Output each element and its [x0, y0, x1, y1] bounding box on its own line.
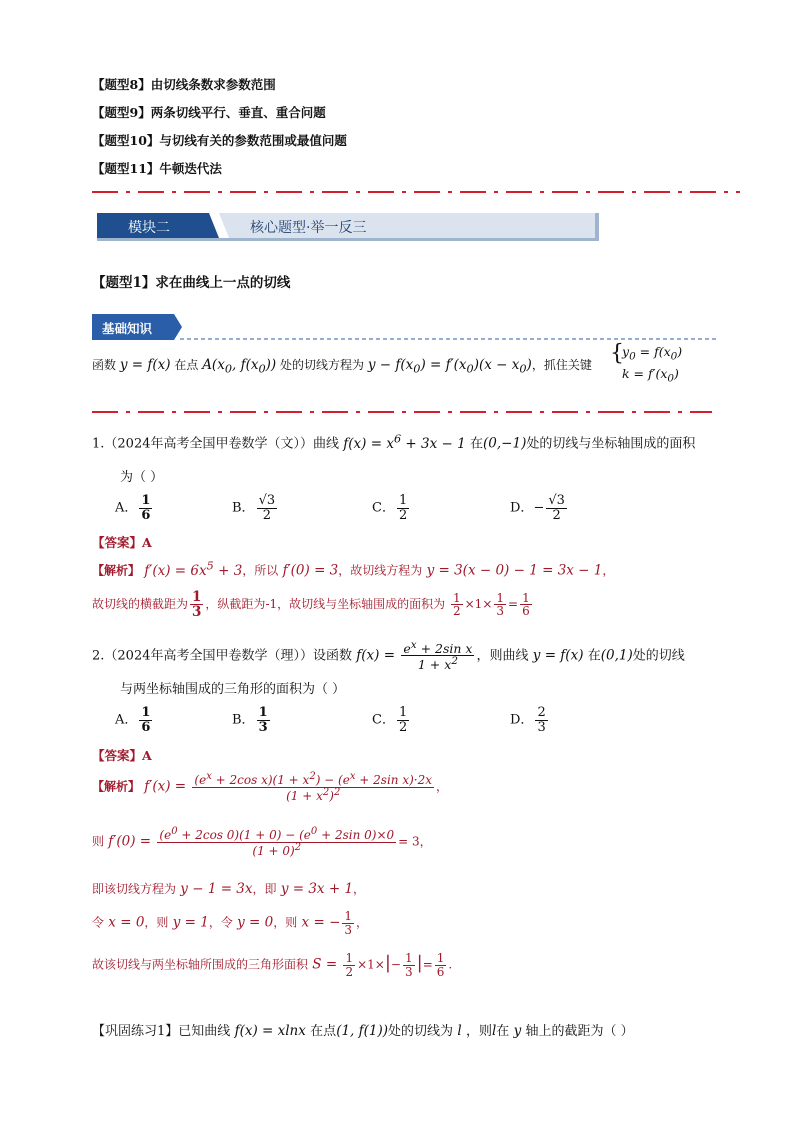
- q1-stem: 1.（2024年高考全国甲卷数学（文））曲线 $f(x) = x^6 + 3x - 1$ 在(0,−1)处的切线与坐标轴围成的面积: [92, 432, 696, 452]
- q1-explain-line1: 【解析】 $f'(x) = 6x^5 + 3$，所以 f′(0) = 3，故切线方程为 y = 3(x − 0) − 1 = 3x − 1，: [92, 559, 615, 579]
- q2-explain-line4: 令 x = 0，则 y = 1，令 y = 0，则 x = − $\frac{1}{3}$ ，: [92, 909, 369, 937]
- q1-option-b[interactable]: B． $\frac{√3}{2}$: [232, 493, 276, 523]
- q2-option-b[interactable]: B． $\frac{1}{3}$: [232, 705, 268, 735]
- q2-explain-line5: 故该切线与两坐标轴所围成的三角形面积 S = $\frac{1}{2}$ ×1×|− $\frac{1}{3}$ |= $\frac{1}{6}$ .: [92, 951, 453, 979]
- q2-stem: 2.（2024年高考全国甲卷数学（理））设函数 f(x) = $\frac{e^x + 2\sin x}{1 + x^2}$ ，则曲线 y = f(x) 在(0,1)处的切线: [92, 639, 685, 673]
- knowledge-dashed-line: [180, 338, 716, 340]
- banner-module-label: 模块二: [128, 220, 170, 236]
- q2-explain-line2: 则 f′(0) = $\frac{(e^0 + 2\cos 0)(1 + 0) - (e^0 + 2\sin 0)\times 0}{(1 + 0)^2}$ = 3，: [92, 826, 432, 858]
- q2-explain-line1: 【解析】 f′(x) = $\frac{(e^x + 2\cos x)(1 + x^2) - (e^x + 2\sin x)\cdot 2x}{(1 + x^2)^2}$ ，: [92, 771, 449, 803]
- divider-dashdot: [92, 189, 742, 195]
- key-eq-2: $k = f'(x_0)$: [622, 366, 679, 385]
- q2-answer: 【答案】A: [92, 748, 152, 763]
- toc-item-8: 【题型8】由切线条数求参数范围: [92, 77, 276, 92]
- q1-option-c[interactable]: C． $\frac{1}{2}$: [372, 493, 408, 523]
- brace-icon: {: [610, 341, 624, 366]
- q1-stem-line2: 为（ ）: [120, 470, 164, 485]
- q1-option-d[interactable]: D．− $\frac{√3}{2}$: [510, 493, 565, 523]
- q1-option-a[interactable]: A． $\frac{1}{6}$: [115, 493, 151, 523]
- q2-option-c[interactable]: C． $\frac{1}{2}$: [372, 705, 408, 735]
- toc-item-10: 【题型10】与切线有关的参数范围或最值问题: [92, 133, 347, 148]
- q2-explain-line3: 即该切线方程为 y − 1 = 3x，即 y = 3x + 1，: [92, 881, 366, 897]
- knowledge-tab-label: 基础知识: [102, 321, 153, 336]
- practice-1: 【巩固练习1】已知曲线 f(x) = xlnx 在点(1, f(1))处的切线为 l ，则l在 y 轴上的截距为（ ）: [92, 1023, 634, 1039]
- knowledge-text: 函数 y = f(x) 在点 $A(x_0$, $f(x_0)$) 处的切线方程为 $y - f(x_0) = f'(x_0)(x - x_0)$，抓住关键: [92, 357, 592, 376]
- toc-item-9: 【题型9】两条切线平行、垂直、重合问题: [92, 105, 326, 120]
- key-eq-1: $y_0 = f(x_0)$: [622, 344, 683, 363]
- divider-dashdot-2: [92, 409, 742, 415]
- banner-title: 核心题型·举一反三: [250, 220, 367, 236]
- toc-item-11: 【题型11】牛顿迭代法: [92, 161, 222, 176]
- q2-stem-line2: 与两坐标轴围成的三角形的面积为（ ）: [120, 682, 346, 697]
- q1-explain-line2: 故切线的横截距为 $\frac{1}{3}$ ，纵截距为-1，故切线与坐标轴围成的面积为 $\frac{1}{2}$ ×1× $\frac{1}{3}$ = $\frac{1}{6}$: [92, 589, 530, 621]
- q2-option-d[interactable]: D． $\frac{2}{3}$: [510, 705, 546, 735]
- section-title: 【题型1】求在曲线上一点的切线: [92, 275, 291, 291]
- q1-answer: 【答案】A: [92, 535, 152, 550]
- q2-option-a[interactable]: A． $\frac{1}{6}$: [115, 705, 151, 735]
